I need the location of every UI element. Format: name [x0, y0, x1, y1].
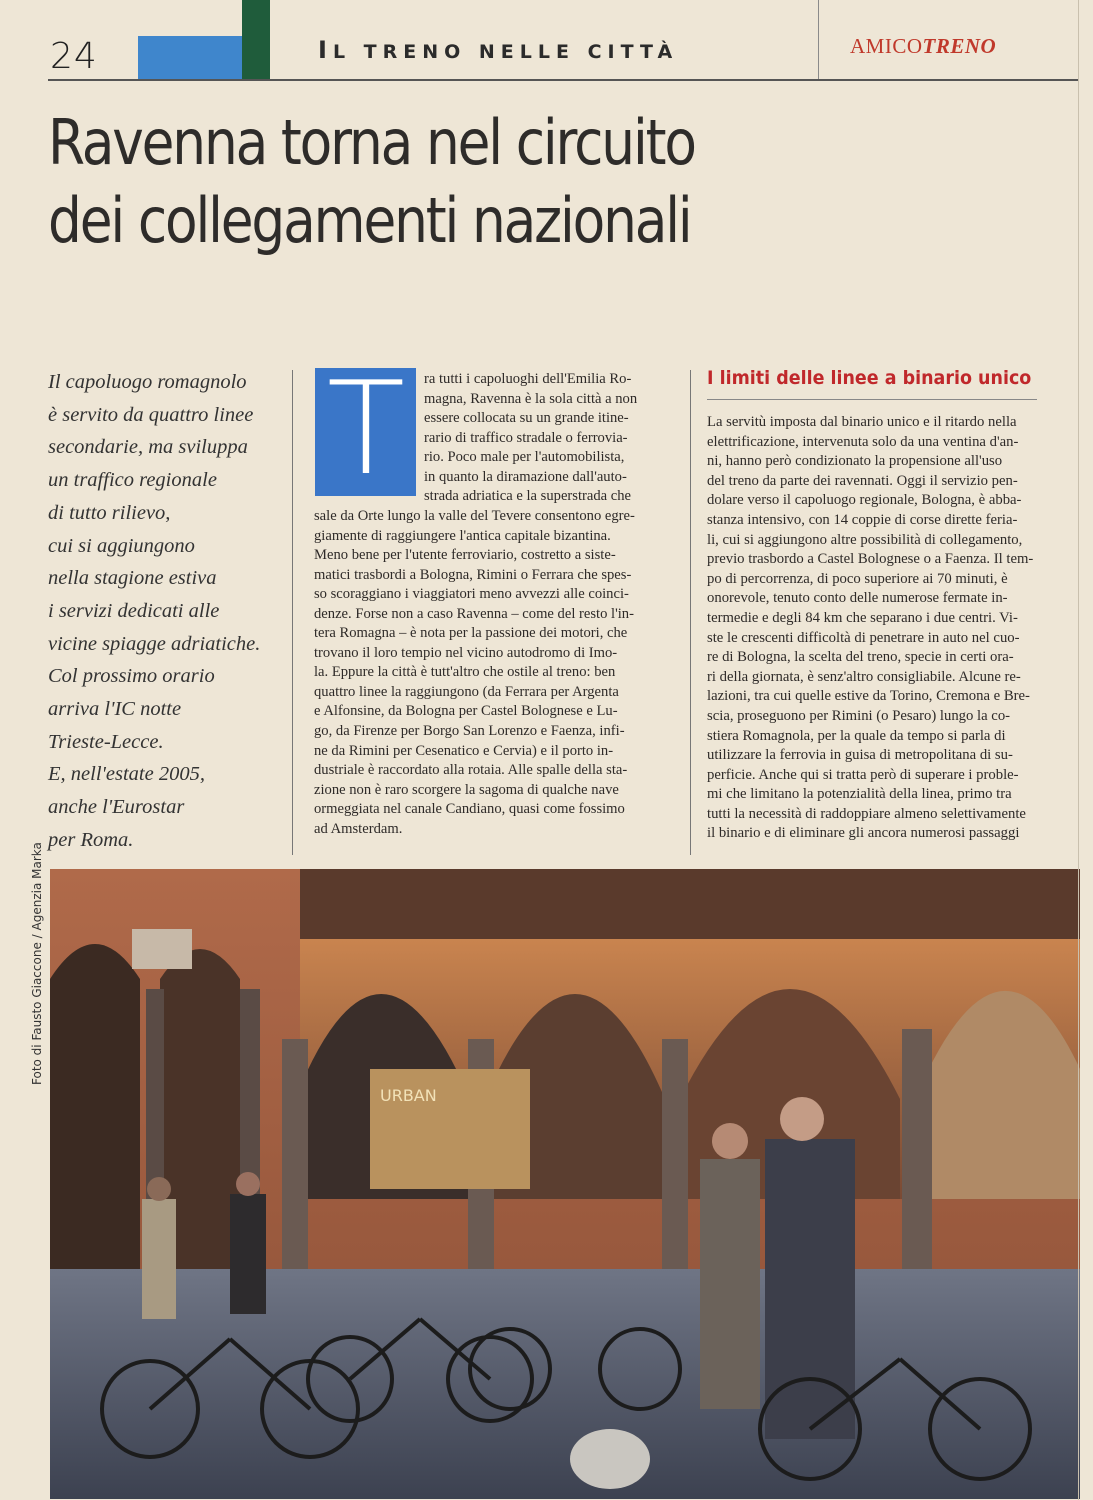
- street-photo: [50, 869, 1080, 1499]
- intro-line: nella stagione estiva: [48, 567, 217, 590]
- green-accent-block: [242, 0, 270, 80]
- sidebar-line: po di percorrenza, di poco superiore ai 70 minuti, è: [707, 570, 1008, 587]
- headline: [48, 104, 908, 260]
- article-line: denze. Forse non a caso Ravenna – come del resto l'in-: [314, 605, 634, 622]
- brand-italic: TRENO: [922, 34, 997, 58]
- photo-credit: Foto di Fausto Giaccone / Agenzia Marka: [30, 842, 44, 1085]
- intro-line: anche l'Eurostar: [48, 796, 185, 819]
- sidebar-line: termedie e degli 84 km che separano i due centri. Vi-: [707, 609, 1018, 626]
- sidebar-line: utilizzare la ferrovia in guisa di metropolitana di su-: [707, 747, 1013, 764]
- sidebar-line: previo trasbordo a Castel Bolognese o a Faenza. Il tem-: [707, 551, 1034, 568]
- sidebar-line: ste le crescenti difficoltà di penetrare in auto nel cuo-: [707, 629, 1020, 646]
- sidebar-line: lazioni, tra cui quelle estive da Torino, Cremona e Bre-: [707, 688, 1030, 705]
- sidebar-heading: I limiti delle linee a binario unico: [707, 367, 1032, 389]
- brand-plain: AMICO: [850, 34, 923, 58]
- sidebar-line: re di Bologna, la scelta del treno, specie in certi ora-: [707, 649, 1014, 666]
- column-divider: [690, 370, 691, 855]
- arcade-illustration: [50, 869, 1080, 1499]
- intro-line: è servito da quattro linee: [48, 403, 254, 426]
- sidebar-line: perficie. Anche qui si tratta però di superare i proble-: [707, 766, 1019, 783]
- sidebar-line: dolare verso il capoluogo regionale, Bologna, è abba-: [707, 492, 1022, 509]
- sidebar-line: elettrificazione, intervenuta solo da una ventina d'an-: [707, 433, 1019, 450]
- sidebar-line: mi che limitano la potenzialità della linea, primo tra: [707, 786, 1012, 803]
- page-number: 24: [50, 36, 98, 77]
- article-line: ad Amsterdam.: [314, 820, 403, 837]
- article-line: zione non è raro scorgere la sagoma di qualche nave: [314, 781, 619, 798]
- article-line: Meno bene per l'utente ferroviario, costretto a siste-: [314, 547, 616, 564]
- headline-line: dei collegamenti nazionali: [48, 184, 691, 257]
- article-line: rario di traffico stradale o ferrovia-: [424, 429, 628, 446]
- sidebar-line: La servitù imposta dal binario unico e il ritardo nella: [707, 414, 1017, 430]
- sidebar-line: stanza intensivo, con 14 coppie di corse dirette feria-: [707, 511, 1018, 528]
- dropcap-letter: T: [326, 355, 406, 504]
- article-line: in quanto la diramazione dall'auto-: [424, 468, 627, 485]
- intro-line: Col prossimo orario: [48, 665, 215, 688]
- article-line: sale da Orte lungo la valle del Tevere consentono egre-: [314, 508, 635, 524]
- article-body: [314, 507, 684, 839]
- article-line: ormeggiata nel canale Candiano, quasi come fossimo: [314, 801, 625, 818]
- article-line: strada adriatica e la superstrada che: [424, 488, 632, 505]
- sidebar-line: il binario e di eliminare gli ancora numerosi passaggi: [707, 825, 1020, 842]
- intro-line: cui si aggiungono: [48, 534, 195, 557]
- sidebar-line: scia, proseguono per Rimini (o Pesaro) lungo la co-: [707, 707, 1011, 724]
- sidebar-line: li, cui si aggiungono altre possibilità di collegamento,: [707, 531, 1023, 548]
- page-edge: [1078, 0, 1079, 1500]
- sidebar-line: ri della giornata, è senz'altro consigliabile. Alcune re-: [707, 668, 1021, 685]
- shop-sign: URBAN: [380, 1086, 437, 1105]
- article-line: magna, Ravenna è la sola città a non: [424, 390, 638, 407]
- brand-logo: [850, 34, 996, 59]
- article-line: so scoraggiano i viaggiatori meno avvezzi alle coinci-: [314, 586, 629, 603]
- article-line: e Alfonsine, da Bologna per Castel Bolognese e Lu-: [314, 703, 618, 720]
- sidebar-line: tutti la necessità di raddoppiare almeno selettivamente: [707, 805, 1026, 822]
- article-line: dustriale è raccordato alla rotaia. Alle spalle della sta-: [314, 762, 628, 779]
- section-title-initial: I: [318, 36, 333, 64]
- article-line: giamente di raggiungere l'antica capitale bizantina.: [314, 527, 611, 544]
- sidebar-line: onorevole, tenuto conto delle numerose fermate in-: [707, 590, 1008, 607]
- sidebar-heading-rule: [707, 399, 1037, 400]
- intro-line: di tutto rilievo,: [48, 501, 171, 524]
- header-rule: [48, 79, 1078, 81]
- intro-line: Trieste-Lecce.: [48, 730, 164, 753]
- section-title: [318, 36, 678, 64]
- sidebar-line: del treno da parte dei ravennati. Oggi il servizio pen-: [707, 472, 1018, 489]
- article-line: go, da Firenze per Borgo San Lorenzo e Faenza, infi-: [314, 723, 625, 740]
- sidebar-body: [707, 413, 1069, 844]
- intro-line: un traffico regionale: [48, 469, 217, 492]
- article-line: rio. Poco male per l'automobilista,: [424, 449, 625, 466]
- article-line: quattro linee la raggiungono (da Ferrara per Argenta: [314, 683, 619, 700]
- article-line: ra tutti i capoluoghi dell'Emilia Ro-: [424, 371, 632, 387]
- headline-line: Ravenna torna nel circuito: [48, 106, 695, 179]
- column-divider: [292, 370, 293, 855]
- sidebar-line: ni, hanno però condizionato la propensione all'uso: [707, 453, 1003, 470]
- article-line: trovano il loro tempio nel vicino autodromo di Imo-: [314, 644, 618, 661]
- article-line: ne da Rimini per Cesenatico e Cervia) e il porto in-: [314, 742, 614, 759]
- article-line: tera Romagna – è nota per la passione dei motori, che: [314, 625, 628, 642]
- article-line: matici trasbordi a Bologna, Rimini o Ferrara che spes-: [314, 566, 632, 583]
- intro-line: vicine spiagge adriatiche.: [48, 632, 261, 655]
- intro-line: per Roma.: [48, 828, 134, 851]
- intro-line: i servizi dedicati alle: [48, 599, 220, 622]
- section-title-rest: L TRENO NELLE CITTÀ: [332, 41, 679, 63]
- sidebar-line: stiera Romagnola, per la quale da tempo si parla di: [707, 727, 1006, 744]
- article-lead: [424, 370, 684, 507]
- intro-line: secondarie, ma sviluppa: [48, 436, 248, 459]
- intro-line: Il capoluogo romagnolo: [48, 371, 247, 393]
- article-line: essere collocata su un grande itine-: [424, 410, 629, 427]
- blue-accent-block: [138, 36, 242, 80]
- intro-line: arriva l'IC notte: [48, 698, 182, 721]
- intro-line: E, nell'estate 2005,: [48, 763, 205, 786]
- intro-text: [48, 366, 278, 857]
- header-divider: [818, 0, 819, 80]
- article-line: la. Eppure la città è tutt'altro che ostile al treno: ben: [314, 664, 616, 681]
